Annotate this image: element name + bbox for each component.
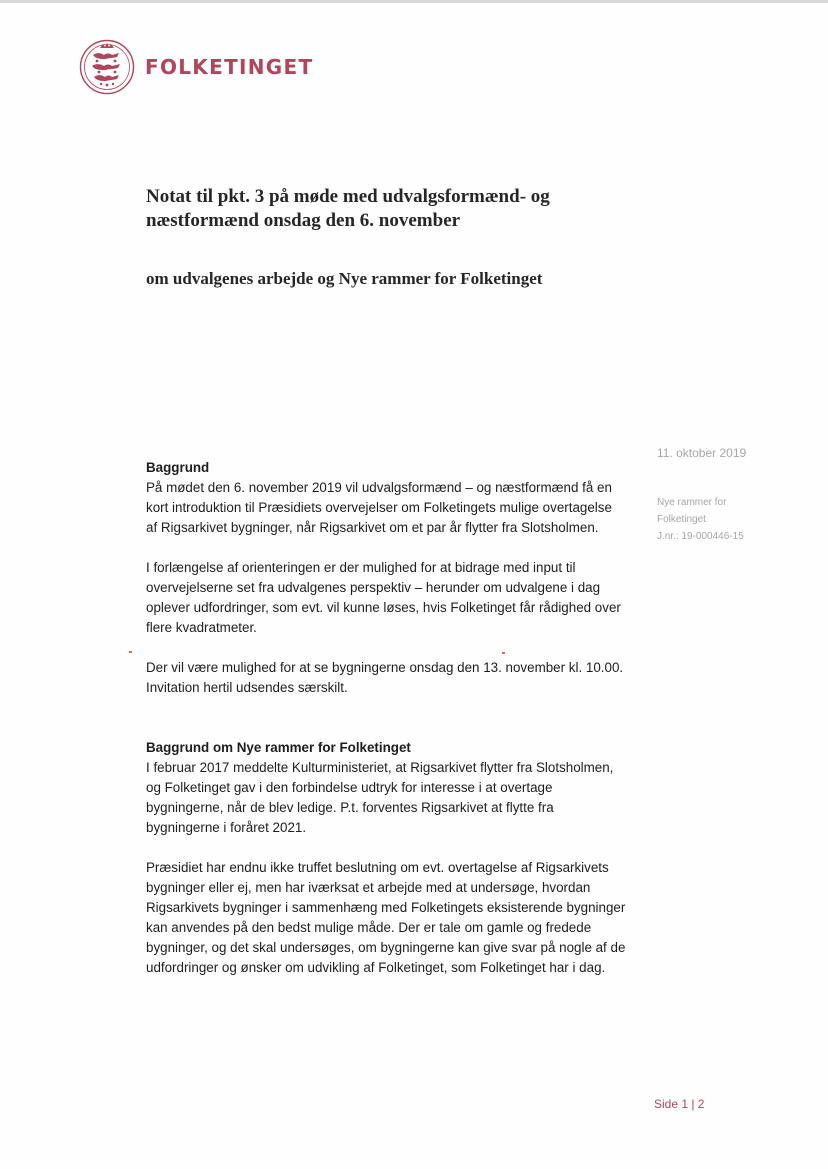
paragraph-visit: Der vil være mulighed for at se bygningerne onsdag den 13. november kl. 10.00. Invitation hertil udsendes særskilt. [146,660,624,695]
paragraph-background: I februar 2017 meddelte Kulturministeriet, at Rigsarkivet flytter fra Slotsholmen, og Folketinget gav i den forbindelse udtryk for interesse i at overtage bygningerne, når de blev ledige. P.t. forventes Rigsarkivet at flytte fra bygningerne i foråret 2021. [146,760,614,835]
subject-line-2: Folketinget [657,514,706,525]
page-number: Side 1 | 2 [654,1097,705,1111]
subject-line-1: Nye rammer for [657,497,727,508]
section-heading-nye-rammer: Baggrund om Nye rammer for Folketinget [146,740,411,755]
paragraph-input: I forlængelse af orienteringen er der mulighed for at bidrage med input til overvejelserne set fra udvalgenes perspektiv – herunder om udvalgene i dag oplever udfordringer, som evt. vil kunne løses, hvis Folketinget får rådighed over flere kvadratmeter. [146,560,621,635]
document-meta [657,446,797,545]
scan-edge [0,0,828,3]
scan-mark [502,652,505,654]
document-date: 11. oktober 2019 [657,446,747,460]
paragraph-intro: På mødet den 6. november 2019 vil udvalgsformænd – og næstformænd få en kort introduktion til Præsidiets overvejelser om Folketingets mulige overtagelse af Rigsarkivet bygninger, når Rigsarkivet om et par år flytter fra Slotsholmen. [146,480,612,535]
scan-mark [129,651,132,653]
royal-coat-of-arms-lions-icon [79,39,135,95]
section-heading-baggrund: Baggrund [146,460,210,475]
brand-wordmark: FOLKETINGET [145,55,314,79]
document-title: Notat til pkt. 3 på møde med udvalgsformænd- og næstformænd onsdag den 6. november [146,186,550,231]
document-subtitle: om udvalgenes arbejde og Nye rammer for Folketinget [146,269,543,288]
document-body [146,458,626,978]
paragraph-presidium: Præsidiet har endnu ikke truffet beslutning om evt. overtagelse af Rigsarkivets bygninger eller ej, men har iværksat et arbejde med at undersøge, hvordan Rigsarkivets bygninger i sammenhæng med Folketingets eksisterende bygninger kan anvendes på den bedst mulige måde. Der er tale om gamle og fredede bygninger, og det skal undersøges, om bygningerne kan give svar på nogle af de udfordringer og ønsker om udvikling af Folketinget, som Folketinget har i dag. [146,860,626,975]
journal-number: J.nr.: 19-000446-15 [657,531,744,542]
folketinget-logo [79,39,313,95]
